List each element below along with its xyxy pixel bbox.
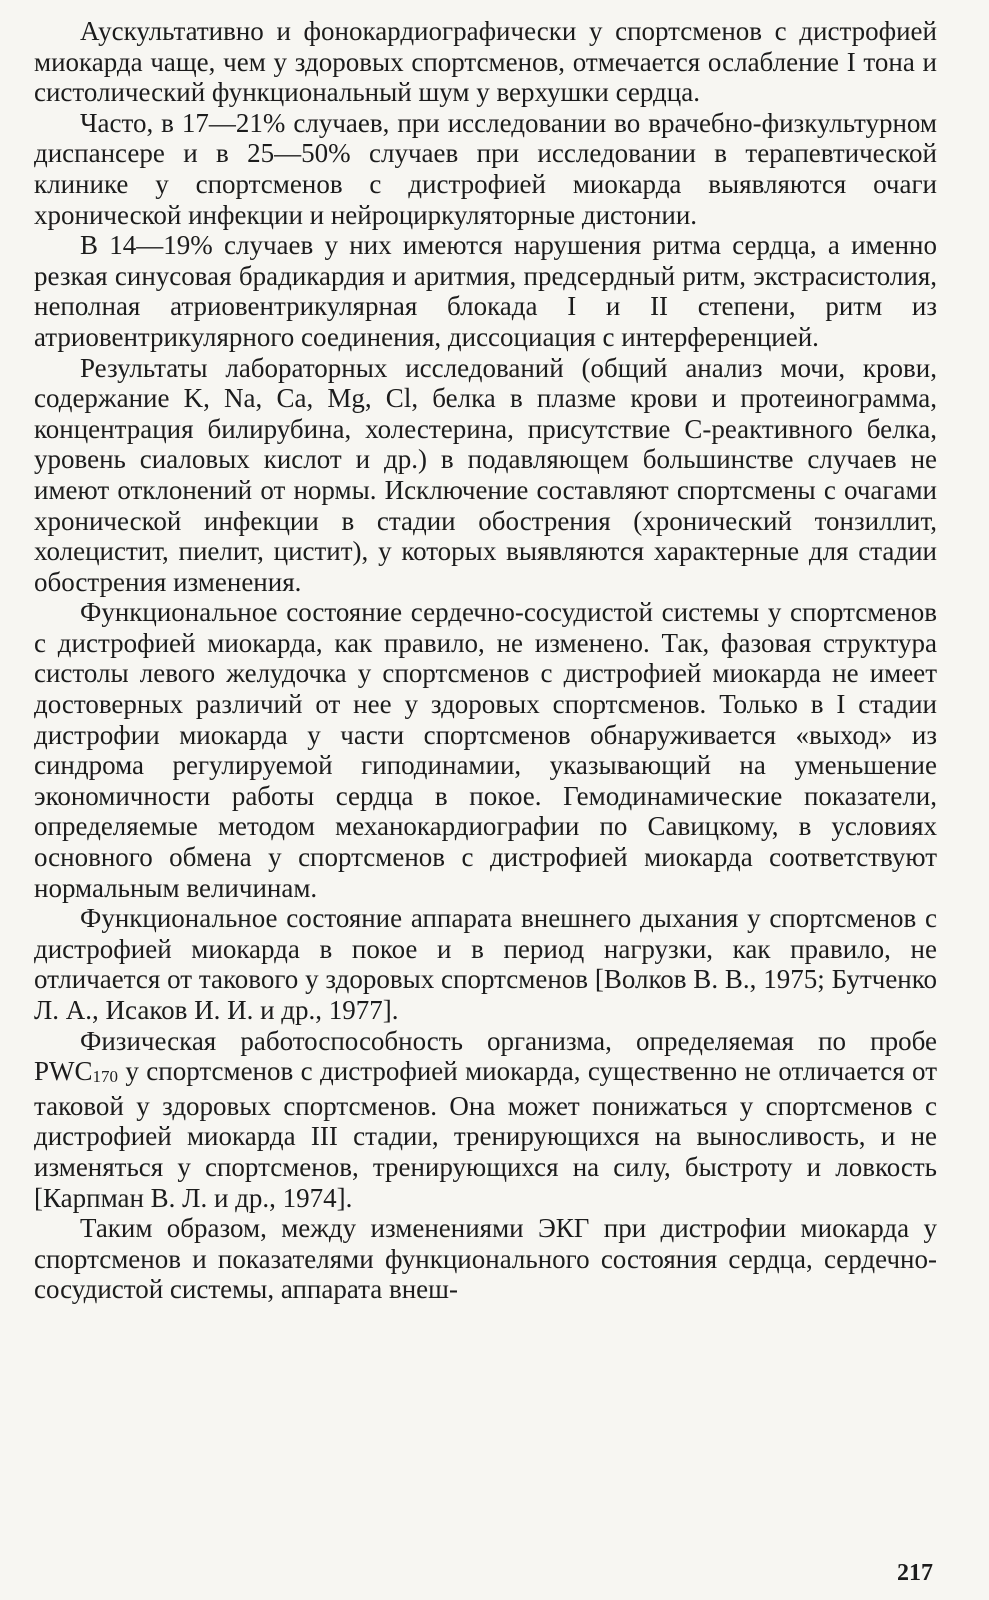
paragraph-conclusion: Таким образом, между изменениями ЭКГ при дистрофии миокарда у спортсменов и показателями функционального состояния сердца, сердечно-сосудистой системы, аппарата внеш-	[34, 1213, 937, 1305]
paragraph-infection: Часто, в 17—21% случаев, при исследовании во врачебно-физкультурном диспансере и в 25—50% случаев при исследовании в терапевтической клинике у спортсменов с дистрофией миокарда выявляются очаги хронической инфекции и нейроциркуляторные дистонии.	[34, 107, 937, 230]
pwc-subscript: 170	[92, 1067, 119, 1087]
paragraph-lab-results: Результаты лабораторных исследований (общий анализ мочи, крови, содержание K, Na, Ca, Mg, Cl, белка в плазме крови и протеинограмма, концентрация билирубина, холестерина, присутствие С-реактивного белка, уровень сиаловых кислот и др.) в подавляющем большинстве случаев не имеют отклонений от нормы. Исключение составляют спортсмены с очагами хронической инфекции в стадии обострения (хронический тонзиллит, холецистит, пиелит, цистит), у которых выявляются характерные для стадии обострения изменения.	[34, 352, 937, 597]
pwc-text-after: у спортсменов с дистрофией миокарда, существенно не отличается от таковой у здоровых спортсменов. Она может понижаться у спортсменов с дистрофией миокарда III стадии, тренирующихся на выносливость, и не изменяться у спортсменов, тренирующихся на силу, быстроту и ловкость [Карпман В. Л. и др., 1974].	[34, 1056, 937, 1213]
pwc-text-before: Физическая работоспособность организма, определяемая по пробе PWC	[34, 1025, 937, 1087]
page-number: 217	[897, 1560, 933, 1586]
paragraph-rhythm: В 14—19% случаев у них имеются нарушения ритма сердца, а именно резкая синусовая брадикардия и аритмия, предсердный ритм, экстрасистолия, неполная атриовентрикулярная блокада I и II степени, ритм из атриовентрикулярного соединения, диссоциация с интерференцией.	[34, 230, 937, 352]
paragraph-cardiovascular-state: Функциональное состояние сердечно-сосудистой системы у спортсменов с дистрофией миокарда, как правило, не изменено. Так, фазовая структура систолы левого желудочка у спортсменов с дистрофией миокарда не имеет достоверных различий от нее у здоровых спортсменов. Только в I стадии дистрофии миокарда у части спортсменов обнаруживается «выход» из синдрома регулируемой гиподинамии, указывающий на уменьшение экономичности работы сердца в покое. Гемодинамические показатели, определяемые методом механокардиографии по Савицкому, в условиях основного обмена у спортсменов с дистрофией миокарда соответствуют нормальным величинам.	[34, 597, 937, 903]
paragraph-auscultation: Аускультативно и фонокардиографически у спортсменов с дистрофией миокарда чаще, чем у здоровых спортсменов, отмечается ослабление I тона и систолический функциональный шум у верхушки сердца.	[34, 16, 937, 108]
paragraph-respiratory-state: Функциональное состояние аппарата внешнего дыхания у спортсменов с дистрофией миокарда в покое и в период нагрузки, как правило, не отличается от такового у здоровых спортсменов [Волков В. В., 1975; Бутченко Л. А., Исаков И. И. и др., 1977].	[34, 903, 937, 1025]
paragraph-work-capacity	[34, 1026, 937, 1214]
